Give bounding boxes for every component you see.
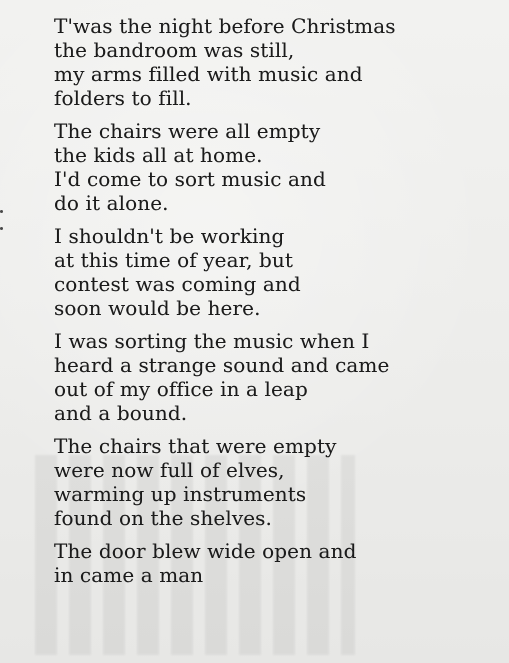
poem-line: out of my office in a leap bbox=[54, 377, 308, 401]
stanza-2 bbox=[54, 119, 494, 215]
margin-dot bbox=[0, 210, 3, 213]
stanza-6 bbox=[54, 539, 494, 587]
poem-line: were now full of elves, bbox=[54, 458, 285, 482]
poem-line: found on the shelves. bbox=[54, 506, 272, 530]
stanza-5 bbox=[54, 434, 494, 530]
poem-line: do it alone. bbox=[54, 191, 169, 215]
poem-line: my arms filled with music and bbox=[54, 62, 363, 86]
poem-line: The chairs were all empty bbox=[54, 119, 321, 143]
stanza-3 bbox=[54, 224, 494, 320]
poem-line: the kids all at home. bbox=[54, 143, 263, 167]
margin-dot bbox=[0, 227, 3, 230]
poem-line: the bandroom was still, bbox=[54, 38, 295, 62]
poem-line: at this time of year, but bbox=[54, 248, 294, 272]
poem-line: in came a man bbox=[54, 563, 204, 587]
poem-line: heard a strange sound and came bbox=[54, 353, 390, 377]
poem-line: soon would be here. bbox=[54, 296, 261, 320]
poem-line: I'd come to sort music and bbox=[54, 167, 326, 191]
poem-line: and a bound. bbox=[54, 401, 188, 425]
stanza-4 bbox=[54, 329, 494, 425]
stanza-1 bbox=[54, 14, 494, 110]
poem-line: warming up instruments bbox=[54, 482, 307, 506]
poem-line: I was sorting the music when I bbox=[54, 329, 370, 353]
left-margin-marks bbox=[0, 210, 4, 240]
poem-line: contest was coming and bbox=[54, 272, 301, 296]
poem-line: The door blew wide open and bbox=[54, 539, 357, 563]
poem-text bbox=[54, 14, 494, 596]
poem-line: folders to fill. bbox=[54, 86, 192, 110]
poem-line: T'was the night before Christmas bbox=[54, 14, 396, 38]
poem-line: I shouldn't be working bbox=[54, 224, 285, 248]
poem-line: The chairs that were empty bbox=[54, 434, 337, 458]
